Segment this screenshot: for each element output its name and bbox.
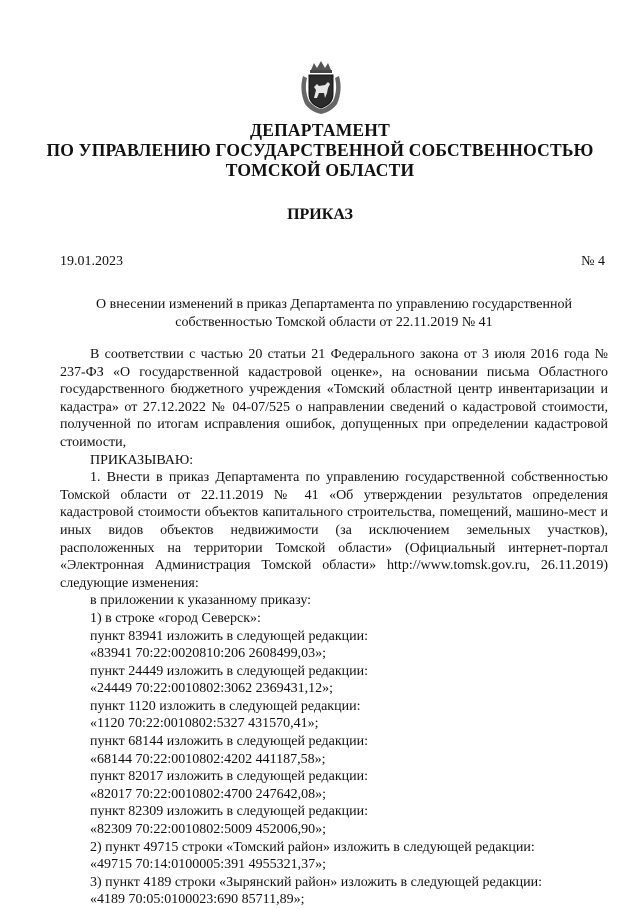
- body-line: пункт 1120 изложить в следующей редакции:: [90, 698, 361, 714]
- item-1-paragraph: 1. Внести в приказ Департамента по управлению государственной собственностью Томской области от 22.11.2019 № 41 «Об утверждении результатов определения кадастровой стоимости объектов капитального строительства, помещений, машино-мест и иных видов объектов недвижимости (за исключением земельных участков), расположенных на территории Томской области» (Официальный интернет-портал «Электронная Администрация Томской области» http://www.tomsk.gov.ru, 26.11.2019) следующие изменения:: [60, 470, 608, 591]
- body-line: в приложении к указанному приказу:: [90, 593, 312, 609]
- document-number: № 4: [581, 254, 605, 269]
- body-line: «24449 70:22:0010802:3062 2369431,12»;: [90, 681, 334, 697]
- tomsk-coat-of-arms-icon: [297, 60, 345, 116]
- body-line: «49715 70:14:0100005:391 4955321,37»;: [90, 857, 327, 873]
- document-type: ПРИКАЗ: [287, 206, 353, 223]
- order-word: ПРИКАЗЫВАЮ:: [90, 452, 194, 468]
- body-line: «82017 70:22:0010802:4700 247642,08»;: [90, 786, 327, 802]
- body-line: «82309 70:22:0010802:5009 452006,90»;: [90, 822, 327, 838]
- subject-line1: О внесении изменений в приказ Департамента по управлению государственной: [96, 297, 572, 312]
- body-line: пункт 68144 изложить в следующей редакции:: [90, 734, 368, 750]
- body-line: пункт 82309 изложить в следующей редакции:: [90, 804, 368, 820]
- body-line: «4189 70:05:0100023:690 85711,89»;: [90, 892, 305, 908]
- body-line: пункт 82017 изложить в следующей редакции:: [90, 769, 368, 785]
- body-line: «1120 70:22:0010802:5327 431570,41»;: [90, 716, 319, 732]
- body-line: пункт 24449 изложить в следующей редакции:: [90, 663, 368, 679]
- body-line: «68144 70:22:0010802:4202 441187,58»;: [90, 751, 326, 767]
- department-name-line3: ТОМСКОЙ ОБЛАСТИ: [225, 160, 415, 180]
- body-line: 2) пункт 49715 строки «Томский район» изложить в следующей редакции:: [90, 839, 535, 855]
- document-body: [60, 346, 608, 909]
- body-line: 1) в строке «город Северск»:: [90, 610, 261, 626]
- body-line: 3) пункт 4189 строки «Зырянский район» изложить в следующей редакции:: [90, 874, 542, 890]
- coat-of-arms: [297, 60, 345, 116]
- body-line: «83941 70:22:0020810:206 2608499,03»;: [90, 646, 327, 662]
- preamble-paragraph: В соответствии с частью 20 статьи 21 Федерального закона от 3 июля 2016 года № 237-ФЗ «О государственной кадастровой оценке», на основании письма Областного государственного бюджетного учреждения «Томский областной центр инвентаризации и кадастра» от 27.12.2022 № 04-07/525 о направлении сведений о кадастровой стоимости, полученной по итогам исправления ошибок, допущенных при определении кадастровой стоимости,: [60, 347, 608, 450]
- department-name: [0, 120, 640, 180]
- document-subject: [60, 296, 608, 332]
- body-line: пункт 83941 изложить в следующей редакции:: [90, 628, 368, 644]
- department-name-line1: ДЕПАРТАМЕНТ: [250, 120, 390, 140]
- department-name-line2: ПО УПРАВЛЕНИЮ ГОСУДАРСТВЕННОЙ СОБСТВЕННОСТЬЮ: [46, 140, 594, 160]
- document-date: 19.01.2023: [60, 254, 123, 269]
- subject-line2: собственностью Томской области от 22.11.2019 № 41: [175, 315, 493, 330]
